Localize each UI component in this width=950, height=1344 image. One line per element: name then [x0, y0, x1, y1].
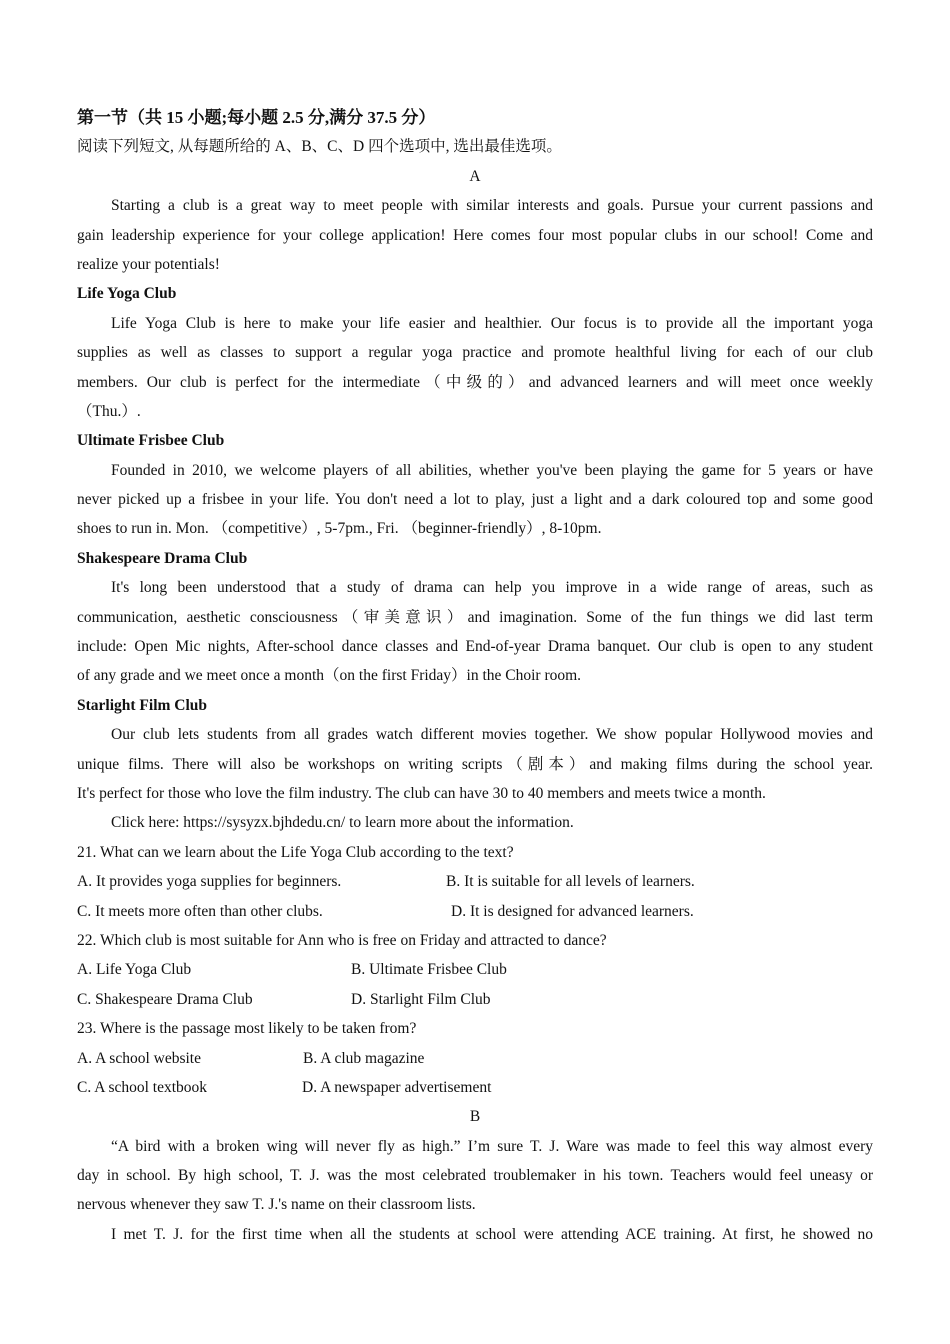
text-line: realize your potentials! [77, 255, 220, 273]
text-line: shoes to run in. Mon. （competitive）, 5-7pm., Fri. （beginner-friendly）, 8-10pm. [77, 520, 602, 538]
text-line: communication, aesthetic consciousness（审美意识）and imagination. Some of the fun things we did last term [77, 608, 873, 626]
club-ultimate-frisbee [77, 426, 873, 544]
option-b[interactable]: B. A club magazine [303, 1049, 425, 1067]
option-row [77, 867, 873, 896]
option-a[interactable]: A. A school website [77, 1049, 201, 1067]
section-instruction: 阅读下列短文, 从每题所给的 A、B、C、D 四个选项中, 选出最佳选项。 [77, 138, 562, 156]
text-line: Starting a club is a great way to meet people with similar interests and goals. Pursue your current passions and [111, 197, 873, 215]
text-line: gain leadership experience for your college application! Here comes four most popular clubs in our school! Come and [77, 226, 873, 244]
option-row [77, 1044, 873, 1073]
option-a[interactable]: A. It provides yoga supplies for beginners. [77, 873, 342, 891]
passage-b-paragraph-1 [77, 1132, 873, 1220]
text-line: Our club lets students from all grades watch different movies together. We show popular Hollywood movies and [111, 726, 873, 744]
option-row [77, 985, 873, 1014]
option-c[interactable]: C. A school textbook [77, 1078, 208, 1096]
option-d[interactable]: D. It is designed for advanced learners. [451, 902, 694, 920]
exam-page [77, 103, 873, 1249]
option-c[interactable]: C. It meets more often than other clubs. [77, 902, 323, 920]
question-stem: 21. What can we learn about the Life Yoga Club according to the text? [77, 843, 514, 861]
text-line: nervous whenever they saw T. J.'s name on their classroom lists. [77, 1196, 476, 1214]
option-row [77, 897, 873, 926]
text-line: members. Our club is perfect for the intermediate（中级的）and advanced learners and will meet once weekly [77, 373, 873, 391]
option-b[interactable]: B. It is suitable for all levels of learners. [446, 873, 695, 891]
question-stem: 23. Where is the passage most likely to be taken from? [77, 1020, 417, 1038]
club-title: Life Yoga Club [77, 285, 177, 303]
text-line: day in school. By high school, T. J. was the most celebrated troublemaker in his town. Teachers would feel uneasy or [77, 1167, 873, 1185]
option-row [77, 1073, 873, 1102]
option-c[interactable]: C. Shakespeare Drama Club [77, 990, 253, 1008]
text-line: unique films. There will also be workshops on writing scripts（剧本）and making films during the school year. [77, 755, 873, 773]
text-line: include: Open Mic nights, After-school dance classes and End-of-year Drama banquet. Our club is open to any student [77, 638, 873, 656]
text-line: “A bird with a broken wing will never fly as high.” I’m sure T. J. Ware was made to feel this way almost every [111, 1137, 873, 1155]
option-a[interactable]: A. Life Yoga Club [77, 961, 192, 979]
text-line: I met T. J. for the first time when all the students at school were attending ACE training. At first, he showed no [111, 1225, 873, 1243]
text-line: supplies as well as classes to support a regular yoga practice and promote healthful living for each of our club [77, 344, 873, 362]
passage-b-paragraph-2 [77, 1220, 873, 1249]
passage-a-intro [77, 191, 873, 279]
option-d[interactable]: D. A newspaper advertisement [302, 1078, 492, 1096]
club-title: Shakespeare Drama Club [77, 549, 248, 567]
text-line: It's perfect for those who love the film industry. The club can have 30 to 40 members and meets twice a month. [77, 784, 766, 802]
section-heading: 第一节（共 15 小题;每小题 2.5 分,满分 37.5 分） [77, 108, 436, 127]
option-d[interactable]: D. Starlight Film Club [351, 990, 491, 1008]
passage-b-label: B [469, 1108, 481, 1126]
question-23 [77, 1014, 873, 1102]
question-21 [77, 838, 873, 926]
text-line: Founded in 2010, we welcome players of all abilities, whether you've been playing the game for 5 years or have [111, 461, 873, 479]
text-line: （Thu.）. [77, 402, 141, 420]
question-22 [77, 926, 873, 1014]
option-b[interactable]: B. Ultimate Frisbee Club [351, 961, 507, 979]
option-row [77, 955, 873, 984]
club-starlight-film [77, 691, 873, 809]
question-stem: 22. Which club is most suitable for Ann who is free on Friday and attracted to dance? [77, 931, 607, 949]
text-line: It's long been understood that a study of drama can help you improve in a wide range of areas, such as [111, 579, 873, 597]
text-line: of any grade and we meet once a month（on the first Friday）in the Choir room. [77, 667, 582, 685]
club-shakespeare-drama [77, 544, 873, 691]
text-line: Life Yoga Club is here to make your life easier and healthier. Our focus is to provide all the important yoga [111, 314, 873, 332]
info-link-line: Click here: https://sysyzx.bjhdedu.cn/ to learn more about the information. [111, 814, 574, 832]
club-title: Starlight Film Club [77, 696, 208, 714]
club-life-yoga [77, 279, 873, 426]
club-title: Ultimate Frisbee Club [77, 432, 225, 450]
passage-a-label: A [469, 167, 481, 185]
text-line: never picked up a frisbee in your life. You don't need a lot to play, just a light and a dark coloured top and some good [77, 491, 873, 509]
